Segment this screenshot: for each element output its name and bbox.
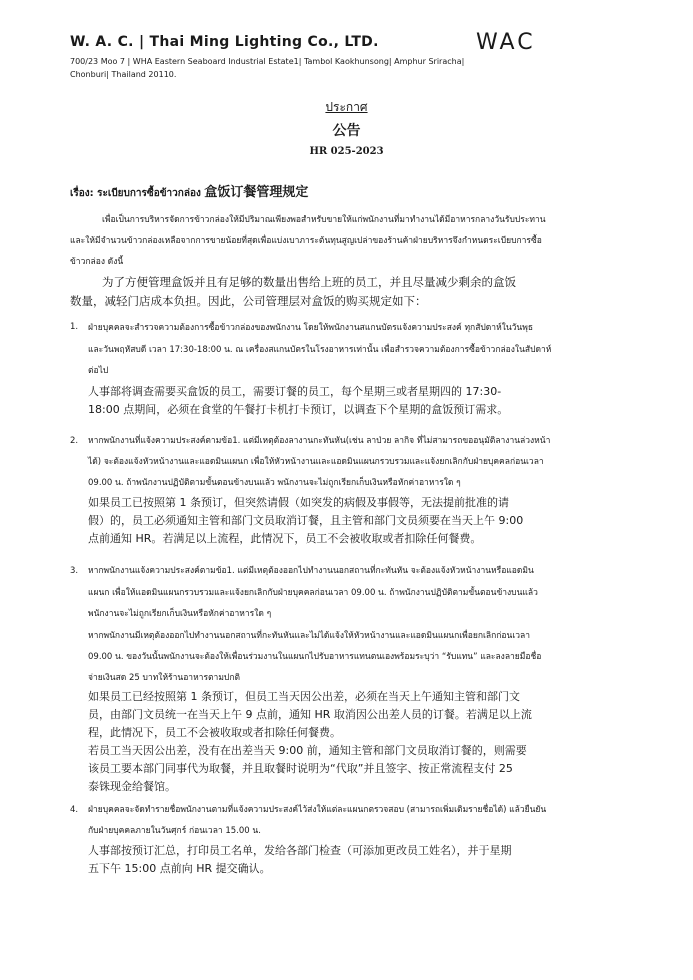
item-3-chinese-line-2: 员，由部门文员统一在当天上午 9 点前，通知 HR 取消因公出差人员的订餐。若满足以上流: [88, 708, 532, 721]
intro-thai-line-1: เพื่อเป็นการบริหารจัดการข้าวกล่องให้มีปริมาณเพียงพอสำหรับขายให้แก่พนักงานที่มาทำงานได้มีอาหารกลางวันรับประทาน: [102, 215, 546, 225]
item-4-thai-line-1: ฝ่ายบุคคลจะจัดทำรายชื่อพนักงานตามที่แจ้งความประสงค์ไว้ส่งให้แต่ละแผนกตรวจสอบ (สามารถเพิ่มเติมรายชื่อได้) แล้วยืนยัน: [88, 805, 547, 815]
company-name: W. A. C. | Thai Ming Lighting Co., LTD.: [70, 34, 379, 50]
intro-thai-line-3: ข้าวกล่อง ดังนี้: [70, 257, 124, 267]
company-address-line2: Chonburi| Thailand 20110.: [70, 70, 177, 79]
company-address-line1: 700/23 Moo 7 | WHA Eastern Seaboard Industrial Estate1| Tambol Kaokhunsong| Amphur Sriracha|: [70, 57, 465, 66]
intro-thai-line-2: และให้มีจำนวนข้าวกล่องเหลือจากการขายน้อยที่สุดเพื่อแบ่งเบาภาระต้นทุนสูญเปล่าของร้านค้าฝ่ายบริหารจึงกำหนดระเบียบการซื้อ: [70, 236, 542, 246]
item-1-number: 1.: [70, 322, 79, 332]
item-1-thai-line-3: ต่อไป: [88, 366, 109, 376]
item-4-chinese-line-1: 人事部按预订汇总，打印员工名单，发给各部门检查（可添加更改员工姓名），并于星期: [88, 844, 512, 857]
subject-label: เรื่อง: ระเบียบการซื้อข้าวกล่อง: [70, 188, 201, 199]
wac-logo: WAC: [476, 30, 536, 55]
item-3-thai-line-6: จ่ายเงินสด 25 บาทให้ร้านอาหารตามปกติ: [88, 673, 240, 683]
item-1-chinese-line-2: 18:00 点期间，必须在食堂的午餐打卡机打卡预订，以调查下个星期的盒饭预订需求。: [88, 403, 509, 416]
announcement-number: HR 025-2023: [309, 146, 384, 157]
title-thai: ประกาศ: [325, 100, 368, 114]
item-3-chinese-line-6: 泰铢现金给餐馆。: [88, 780, 176, 793]
item-2-thai-line-2: ได้) จะต้องแจ้งหัวหน้างานและแอดมินแผนก เพื่อให้หัวหน้างานและแอดมินแผนกรวบรวมและแจ้งยกเลิกกับฝ่ายบุคคลก่อนเวลา: [88, 457, 544, 467]
item-1-chinese-line-1: 人事部将调查需要买盒饭的员工，需要订餐的员工，每个星期三或者星期四的 17:30-: [88, 385, 502, 398]
item-1-thai-line-1: ฝ่ายบุคคลจะสำรวจความต้องการซื้อข้าวกล่องของพนักงาน โดยให้พนักงานสแกนบัตรแจ้งความประสงค์ ทุกสัปดาห์ในวันพุธ: [88, 323, 534, 333]
title-chinese: 公告: [332, 123, 361, 139]
item-3-number: 3.: [70, 566, 79, 576]
item-3-thai-line-2: แผนก เพื่อให้แอดมินแผนกรวบรวมและแจ้งยกเลิกกับฝ่ายบุคคลก่อนเวลา 09.00 น. ถ้าพนักงานปฏิบัติตามขั้นตอนข้างบนแล้ว: [88, 588, 538, 598]
item-3-thai-line-1: หากพนักงานแจ้งความประสงค์ตามข้อ1. แต่มีเหตุต้องออกไปทำงานนอกสถานที่กะทันหัน จะต้องแจ้งหัวหน้างานหรือแอดมิน: [88, 566, 534, 576]
item-2-number: 2.: [70, 436, 79, 446]
subject-chinese: 盒饭订餐管理规定: [204, 185, 309, 200]
item-3-chinese-line-1: 如果员工已经按照第 1 条预订，但员工当天因公出差，必须在当天上午通知主管和部门文: [88, 690, 520, 703]
item-2-thai-line-3: 09.00 น. ถ้าพนักงานปฏิบัติตามขั้นตอนข้างบนแล้ว พนักงานจะไม่ถูกเรียกเก็บเงินหรือหักค่าอาหารใด ๆ: [88, 478, 461, 488]
intro-chinese-line-1: 为了方便管理盒饭并且有足够的数量出售给上班的员工，并且尽量减少剩余的盒饭: [102, 275, 516, 289]
subject-line: [70, 181, 308, 201]
item-3-chinese-line-3: 程，此情况下，员工不会被收取或者扣除任何餐费。: [88, 726, 341, 739]
item-3-chinese-line-5: 该员工要本部门同事代为取餐，并且取餐时说明为“代取”并且签字、按正常流程支付 25: [88, 762, 513, 775]
item-4-number: 4.: [70, 805, 79, 815]
intro-chinese-line-2: 数量，减轻门店成本负担。因此，公司管理层对盒饭的购买规定如下：: [70, 294, 427, 308]
item-4-chinese-line-2: 五下午 15:00 点前向 HR 提交确认。: [88, 862, 271, 875]
item-2-chinese-line-2: 假）的，员工必须通知主管和部门文员取消订餐，且主管和部门文员须要在当天上午 9:00: [88, 514, 524, 527]
item-3-thai-line-5: 09.00 น. ของวันนั้นพนักงานจะต้องให้เพื่อนร่วมงานในแผนกไปรับอาหารแทนตนเองพร้อมระบุว่า “รับแทน” และลงลายมือชื่อ: [88, 652, 542, 662]
item-3-thai-line-4: หากพนักงานมีเหตุต้องออกไปทำงานนอกสถานที่กะทันหันและไม่ได้แจ้งให้หัวหน้างานและแอดมินแผนกเพื่อยกเลิกก่อนเวลา: [88, 631, 530, 641]
item-3-thai-line-3: พนักงานจะไม่ถูกเรียกเก็บเงินหรือหักค่าอาหารใด ๆ: [88, 609, 272, 619]
item-1-thai-line-2: และวันพฤหัสบดี เวลา 17:30-18:00 น. ณ เครื่องสแกนบัตรในโรงอาหารเท่านั้น เพื่อสำรวจความต้องการซื้อข้าวกล่องในสัปดาห์: [88, 345, 552, 355]
item-4-thai-line-2: กับฝ่ายบุคคลภายในวันศุกร์ ก่อนเวลา 15.00 น.: [88, 826, 261, 836]
item-2-chinese-line-3: 点前通知 HR。若满足以上流程，此情况下，员工不会被收取或者扣除任何餐费。: [88, 532, 482, 545]
item-2-chinese-line-1: 如果员工已按照第 1 条预订，但突然请假（如突发的病假及事假等，无法提前批准的请: [88, 496, 509, 509]
item-2-thai-line-1: หากพนักงานที่แจ้งความประสงค์ตามข้อ1. แต่มีเหตุต้องลางานกะทันหัน(เช่น ลาป่วย ลากิจ ที่ไม่สามารถขออนุมัติลางานล่วงหน้า: [88, 436, 551, 446]
item-3-chinese-line-4: 若员工当天因公出差，没有在出差当天 9:00 前，通知主管和部门文员取消订餐的，则需要: [88, 744, 527, 757]
